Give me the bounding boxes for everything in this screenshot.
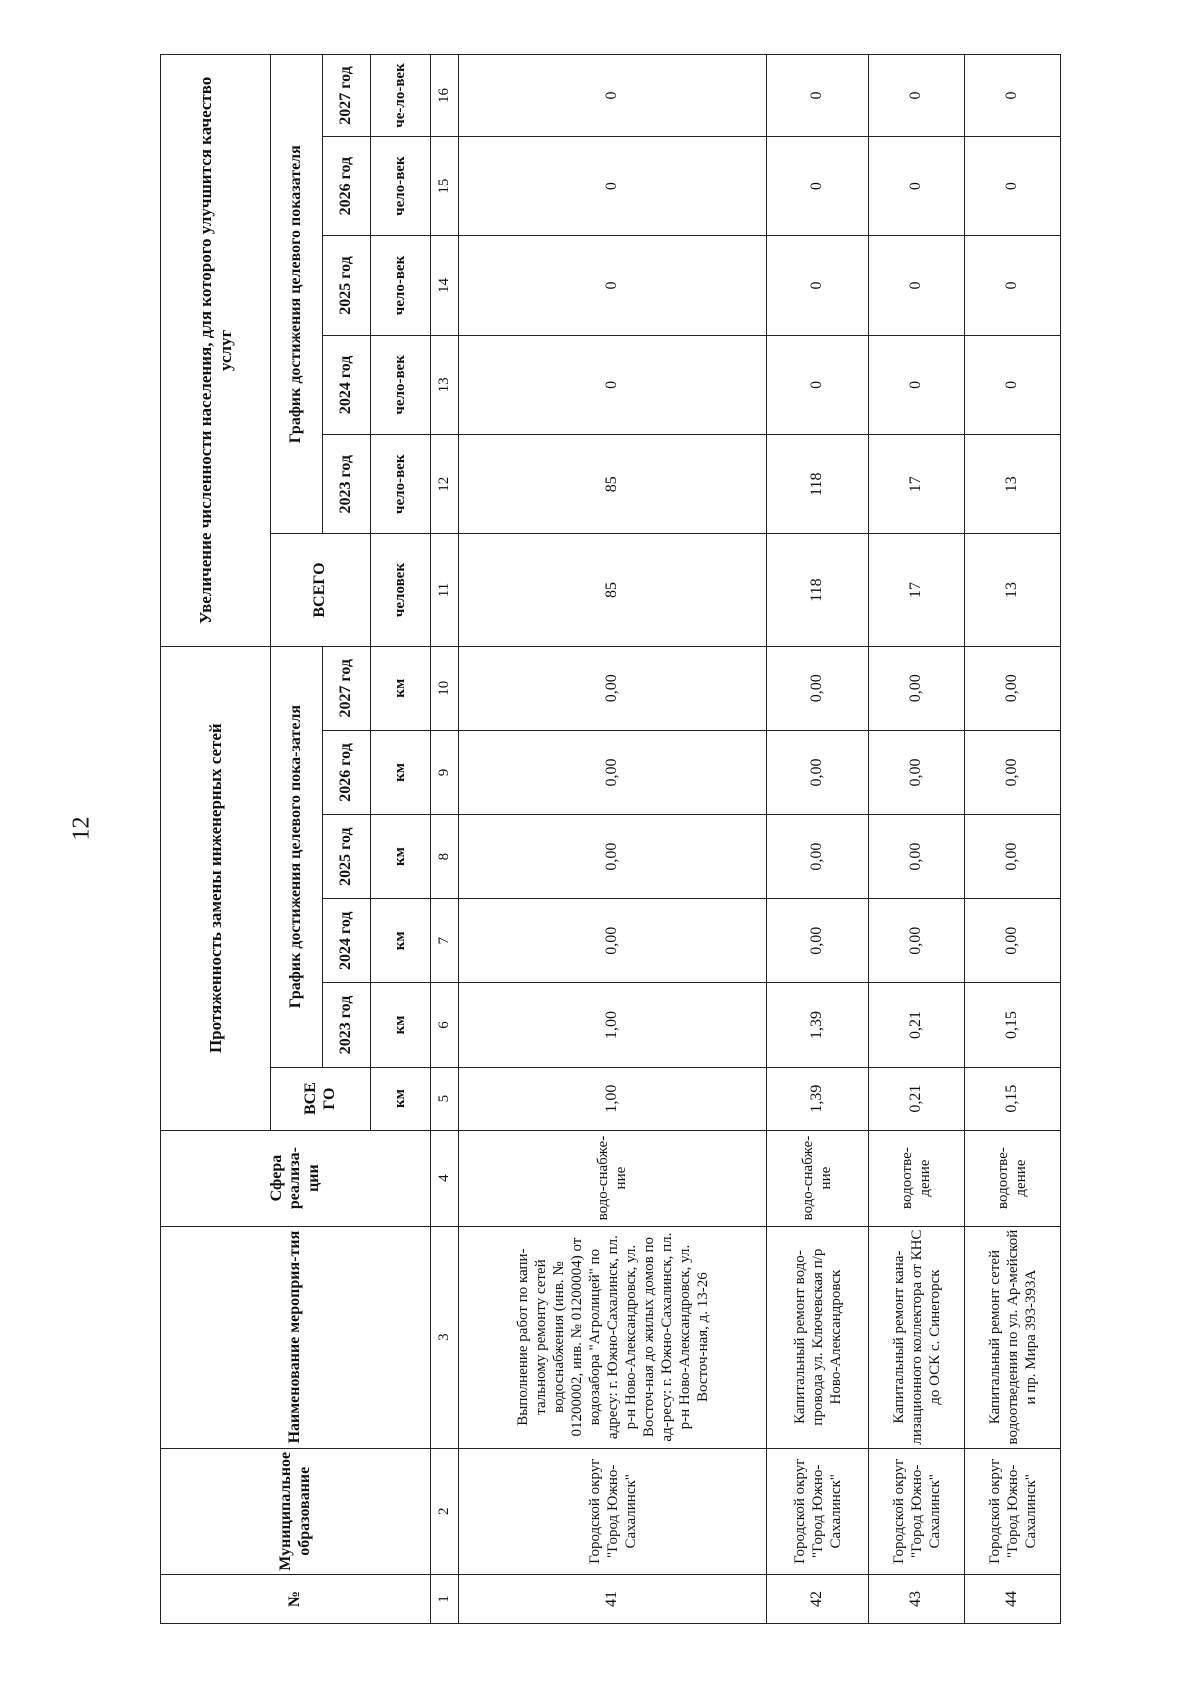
km-2023-cell: 1,39 xyxy=(767,983,869,1067)
activity-cell: Капитальный ремонт водо-провода ул. Ключевская п/р Ново-Александровск xyxy=(767,1226,869,1448)
km-total-cell: 1,00 xyxy=(459,1067,767,1130)
header-municipality: Муниципальное образование xyxy=(161,1448,431,1574)
unit-people-2025: чело-век xyxy=(371,236,431,335)
km-2027-cell: 0,00 xyxy=(869,646,965,730)
unit-people-total: человек xyxy=(371,534,431,646)
municipality-cell: Городской округ "Город Южно-Сахалинск" xyxy=(965,1448,1061,1574)
column-number: 9 xyxy=(431,730,459,814)
km-2025-cell: 0,00 xyxy=(965,815,1061,899)
column-number: 7 xyxy=(431,899,459,983)
column-number: 11 xyxy=(431,534,459,646)
km-2023-cell: 1,00 xyxy=(459,983,767,1067)
header-km-year-2023: 2023 год xyxy=(323,983,371,1067)
column-number: 10 xyxy=(431,646,459,730)
activity-cell: Капитальный ремонт сетей водоотведения по ул. Ар-мейской и пр. Мира 393-393А xyxy=(965,1226,1061,1448)
km-total-cell: 0,21 xyxy=(869,1067,965,1130)
municipality-cell: Городской округ "Город Южно-Сахалинск" xyxy=(459,1448,767,1574)
unit-km-2027: км xyxy=(371,646,431,730)
column-number-row xyxy=(431,55,459,1624)
column-number: 12 xyxy=(431,435,459,534)
people-2025-cell: 0 xyxy=(459,236,767,335)
header-network-total: ВСЕ ГО xyxy=(271,1067,371,1130)
km-2024-cell: 0,00 xyxy=(767,899,869,983)
header-network-length: Протяженность замены инженерных сетей xyxy=(161,646,271,1130)
row-number: 44 xyxy=(965,1574,1061,1623)
km-2024-cell: 0,00 xyxy=(965,899,1061,983)
people-2027-cell: 0 xyxy=(459,55,767,137)
km-2026-cell: 0,00 xyxy=(869,730,965,814)
unit-people-2026: чело-век xyxy=(371,136,431,235)
km-2027-cell: 0,00 xyxy=(965,646,1061,730)
page-number: 12 xyxy=(68,816,95,841)
unit-people-2024: чело-век xyxy=(371,335,431,434)
km-2024-cell: 0,00 xyxy=(869,899,965,983)
column-number: 5 xyxy=(431,1067,459,1130)
column-number: 15 xyxy=(431,136,459,235)
people-2025-cell: 0 xyxy=(869,236,965,335)
activity-cell: Выполнение работ по капи-тальному ремонту сетей водоснабжения (инв. № 01200002, инв. № 01200004) от водозабора "Агролицей" по адресу: г. Южно-Сахалинск, пл. р-н Ново-Александровск, ул. Восточ-ная до жилых домов по ад-ресу: г. Южно-Сахалинск, пл. р-н Ново-Александровск, ул. Восточ-ная, д. 13-26 xyxy=(459,1226,767,1448)
header-km-year-2024: 2024 год xyxy=(323,899,371,983)
row-number: 41 xyxy=(459,1574,767,1623)
people-2027-cell: 0 xyxy=(767,55,869,137)
sphere-cell: водоотве-дение xyxy=(965,1130,1061,1226)
row-number: 43 xyxy=(869,1574,965,1623)
table-row xyxy=(869,55,965,1624)
unit-km-total: км xyxy=(371,1067,431,1130)
column-number: 8 xyxy=(431,815,459,899)
people-2026-cell: 0 xyxy=(767,136,869,235)
people-2023-cell: 118 xyxy=(767,435,869,534)
km-2025-cell: 0,00 xyxy=(767,815,869,899)
header-people-year-2025: 2025 год xyxy=(323,236,371,335)
people-total-cell: 13 xyxy=(965,534,1061,646)
km-2026-cell: 0,00 xyxy=(767,730,869,814)
column-number: 6 xyxy=(431,983,459,1067)
header-km-year-2027: 2027 год xyxy=(323,646,371,730)
header-no: № xyxy=(161,1574,431,1623)
rotated-table-wrapper xyxy=(160,54,1060,1624)
column-number: 4 xyxy=(431,1130,459,1226)
people-total-cell: 17 xyxy=(869,534,965,646)
table-row xyxy=(965,55,1061,1624)
people-2024-cell: 0 xyxy=(869,335,965,434)
row-number: 42 xyxy=(767,1574,869,1623)
km-2026-cell: 0,00 xyxy=(965,730,1061,814)
km-2027-cell: 0,00 xyxy=(459,646,767,730)
unit-people-2027: че-ло-век xyxy=(371,55,431,137)
people-2027-cell: 0 xyxy=(869,55,965,137)
sphere-cell: водо-снабже-ние xyxy=(767,1130,869,1226)
km-total-cell: 0,15 xyxy=(965,1067,1061,1130)
header-sphere: Сфера реализа-ции xyxy=(161,1130,431,1226)
km-2023-cell: 0,15 xyxy=(965,983,1061,1067)
header-population-schedule: График достижения целевого показателя xyxy=(271,55,323,534)
table-row xyxy=(459,55,767,1624)
sphere-cell: водоотве-дение xyxy=(869,1130,965,1226)
km-total-cell: 1,39 xyxy=(767,1067,869,1130)
municipality-cell: Городской округ "Город Южно-Сахалинск" xyxy=(869,1448,965,1574)
header-people-year-2023: 2023 год xyxy=(323,435,371,534)
km-2025-cell: 0,00 xyxy=(869,815,965,899)
people-2023-cell: 17 xyxy=(869,435,965,534)
people-2026-cell: 0 xyxy=(869,136,965,235)
unit-people-2023: чело-век xyxy=(371,435,431,534)
people-total-cell: 85 xyxy=(459,534,767,646)
people-2024-cell: 0 xyxy=(965,335,1061,434)
km-2023-cell: 0,21 xyxy=(869,983,965,1067)
people-2027-cell: 0 xyxy=(965,55,1061,137)
header-people-year-2026: 2026 год xyxy=(323,136,371,235)
column-number: 2 xyxy=(431,1448,459,1574)
column-number: 1 xyxy=(431,1574,459,1623)
header-people-year-2024: 2024 год xyxy=(323,335,371,434)
km-2026-cell: 0,00 xyxy=(459,730,767,814)
unit-km-2023: км xyxy=(371,983,431,1067)
people-2024-cell: 0 xyxy=(459,335,767,434)
municipality-cell: Городской округ "Город Южно-Сахалинск" xyxy=(767,1448,869,1574)
table-row xyxy=(767,55,869,1624)
data-table xyxy=(160,54,1061,1624)
column-number: 13 xyxy=(431,335,459,434)
unit-km-2026: км xyxy=(371,730,431,814)
column-number: 14 xyxy=(431,236,459,335)
header-activity-name: Наименование мероприя-тия xyxy=(161,1226,431,1448)
header-km-year-2025: 2025 год xyxy=(323,815,371,899)
header-network-schedule: График достижения целевого пока-зателя xyxy=(271,646,323,1067)
column-number: 16 xyxy=(431,55,459,137)
people-2025-cell: 0 xyxy=(965,236,1061,335)
header-population-increase: Увеличение численности населения, для которого улучшится качество услуг xyxy=(161,55,271,647)
km-2024-cell: 0,00 xyxy=(459,899,767,983)
people-2025-cell: 0 xyxy=(767,236,869,335)
people-2024-cell: 0 xyxy=(767,335,869,434)
people-total-cell: 118 xyxy=(767,534,869,646)
header-km-year-2026: 2026 год xyxy=(323,730,371,814)
people-2023-cell: 13 xyxy=(965,435,1061,534)
sphere-cell: водо-снабже-ние xyxy=(459,1130,767,1226)
header-people-year-2027: 2027 год xyxy=(323,55,371,137)
header-population-total: ВСЕГО xyxy=(271,534,371,646)
people-2023-cell: 85 xyxy=(459,435,767,534)
activity-cell: Капитальный ремонт кана-лизационного коллектора от КНС до ОСК с. Синегорск xyxy=(869,1226,965,1448)
column-number: 3 xyxy=(431,1226,459,1448)
people-2026-cell: 0 xyxy=(459,136,767,235)
unit-km-2025: км xyxy=(371,815,431,899)
km-2025-cell: 0,00 xyxy=(459,815,767,899)
unit-km-2024: км xyxy=(371,899,431,983)
km-2027-cell: 0,00 xyxy=(767,646,869,730)
people-2026-cell: 0 xyxy=(965,136,1061,235)
